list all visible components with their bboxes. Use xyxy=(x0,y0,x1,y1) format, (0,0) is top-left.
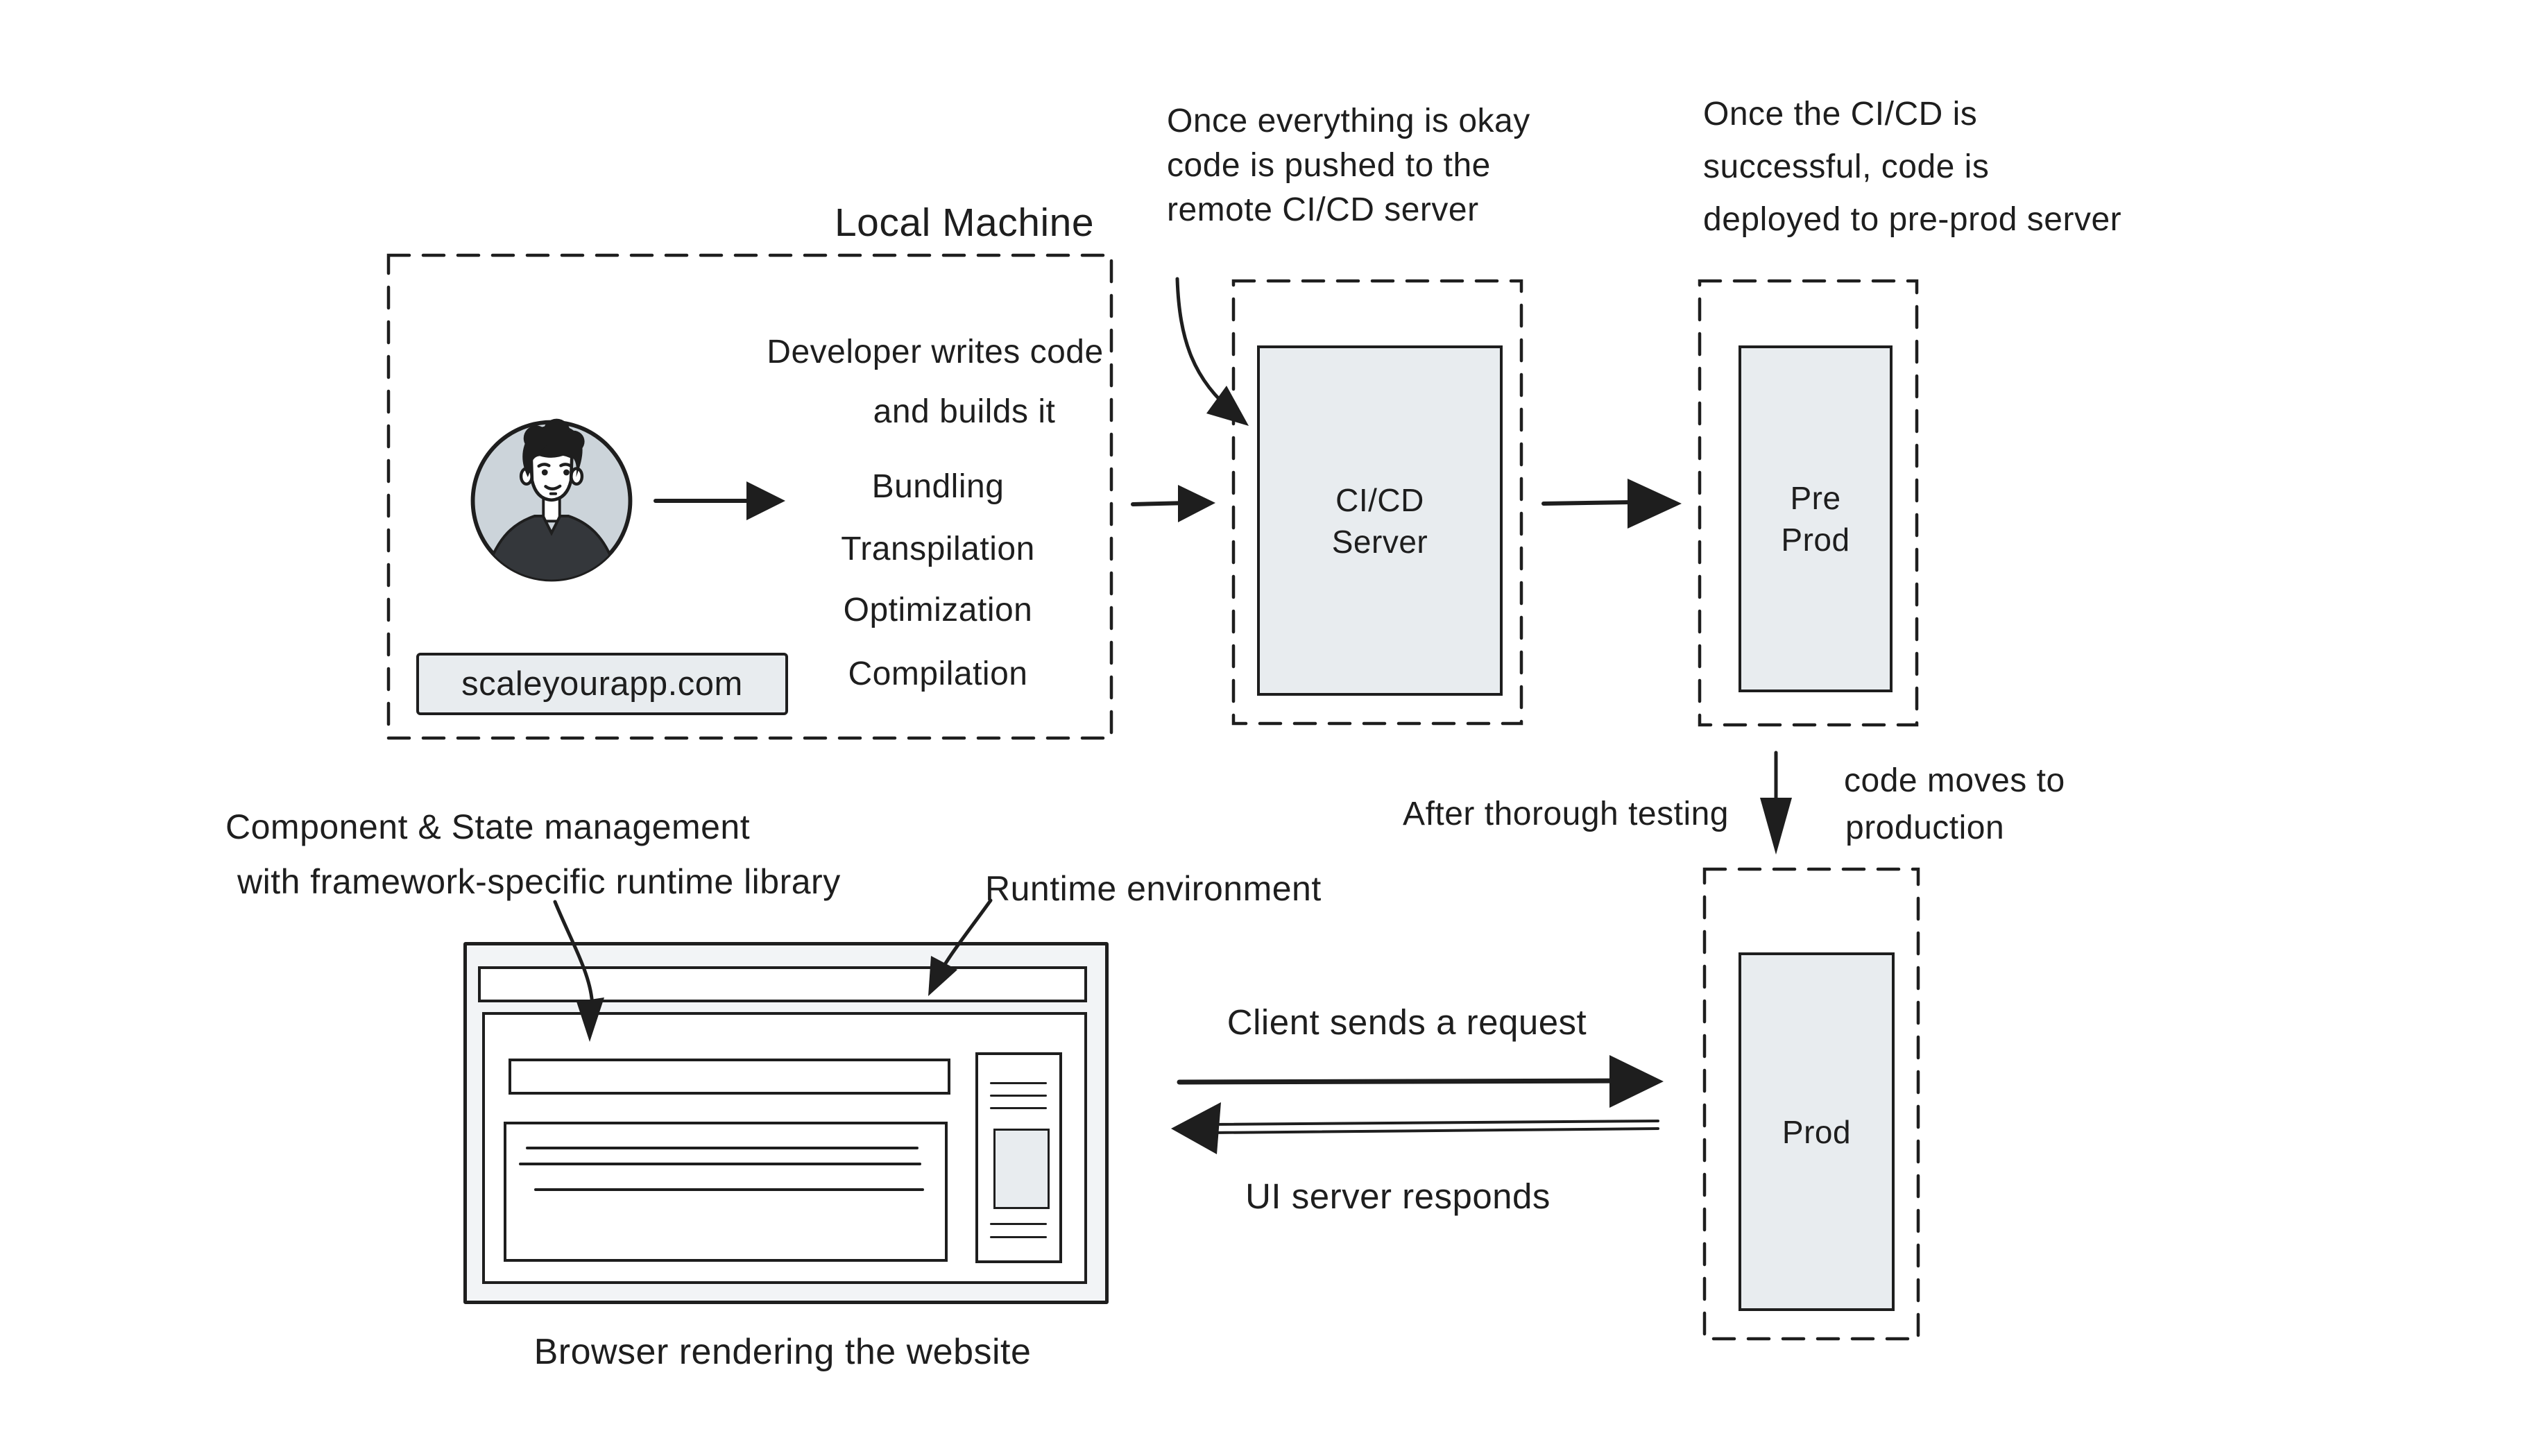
sidebar-text-line xyxy=(990,1082,1047,1084)
cicd-server-node xyxy=(1257,345,1503,696)
prod-server-node xyxy=(1739,952,1895,1311)
scaleyourapp-badge-label: scaleyourapp.com xyxy=(461,665,743,703)
build-step-optimization: Optimization xyxy=(843,592,1033,628)
deploy-note-line2: successful, code is xyxy=(1703,148,1990,185)
prod-server-label-line1: Prod xyxy=(1782,1113,1852,1150)
preprod-server-label xyxy=(1741,348,1890,690)
build-step-compilation: Compilation xyxy=(848,656,1028,692)
server-response-label: UI server responds xyxy=(1245,1176,1551,1216)
cicd-server-label-line2: Server xyxy=(1331,523,1428,560)
content-text-line xyxy=(526,1147,919,1149)
to-production-note-line1: code moves to xyxy=(1844,762,2065,799)
browser-chrome-bar xyxy=(478,966,1087,1002)
preprod-server-node xyxy=(1739,345,1893,692)
browser-nav-bar xyxy=(509,1059,950,1095)
sidebar-ad-box xyxy=(993,1129,1050,1209)
after-testing-note: After thorough testing xyxy=(1403,796,1729,832)
cicd-server-label-line1: CI/CD xyxy=(1335,481,1424,518)
cicd-server-label xyxy=(1260,348,1500,693)
sidebar-text-line xyxy=(990,1223,1047,1225)
dev-writes-code-line2: and builds it xyxy=(873,393,1056,430)
arrow-cicd-to-preprod-icon xyxy=(1544,479,1682,529)
runtime-note: Runtime environment xyxy=(985,869,1322,908)
developer-avatar xyxy=(467,416,636,585)
build-step-bundling: Bundling xyxy=(871,468,1005,505)
local-machine-title: Local Machine xyxy=(834,200,1095,245)
push-note-line1: Once everything is okay xyxy=(1167,103,1530,139)
arrow-server-response-icon xyxy=(1171,1102,1658,1154)
build-step-transpilation: Transpilation xyxy=(841,531,1035,567)
content-text-line xyxy=(519,1163,921,1165)
browser-caption: Browser rendering the website xyxy=(533,1332,1032,1372)
deploy-note-line1: Once the CI/CD is xyxy=(1703,96,1978,132)
sidebar-text-line xyxy=(990,1236,1047,1238)
sidebar-text-line xyxy=(990,1095,1047,1097)
preprod-server-label-line2: Prod xyxy=(1781,522,1850,558)
content-text-line xyxy=(534,1188,924,1191)
arrow-push-note-to-cicd-icon xyxy=(1177,279,1249,426)
push-note-line3: remote CI/CD server xyxy=(1167,191,1479,228)
component-note-line1: Component & State management xyxy=(225,807,751,846)
preprod-server-label-line1: Pre xyxy=(1790,480,1841,516)
prod-server-label xyxy=(1741,955,1892,1308)
client-request-label: Client sends a request xyxy=(1227,1002,1587,1042)
to-production-note-line2: production xyxy=(1845,810,2005,846)
arrow-preprod-to-prod-icon xyxy=(1760,753,1792,855)
component-note-line2: with framework-specific runtime library xyxy=(237,862,841,901)
push-note-line2: code is pushed to the xyxy=(1167,147,1491,184)
dev-writes-code-line1: Developer writes code xyxy=(767,334,1104,370)
developer-avatar-icon xyxy=(467,416,636,585)
browser-content-block xyxy=(504,1122,948,1262)
sidebar-text-line xyxy=(990,1107,1047,1109)
arrow-client-request-icon xyxy=(1179,1055,1664,1108)
deploy-note-line3: deployed to pre-prod server xyxy=(1703,201,2122,238)
